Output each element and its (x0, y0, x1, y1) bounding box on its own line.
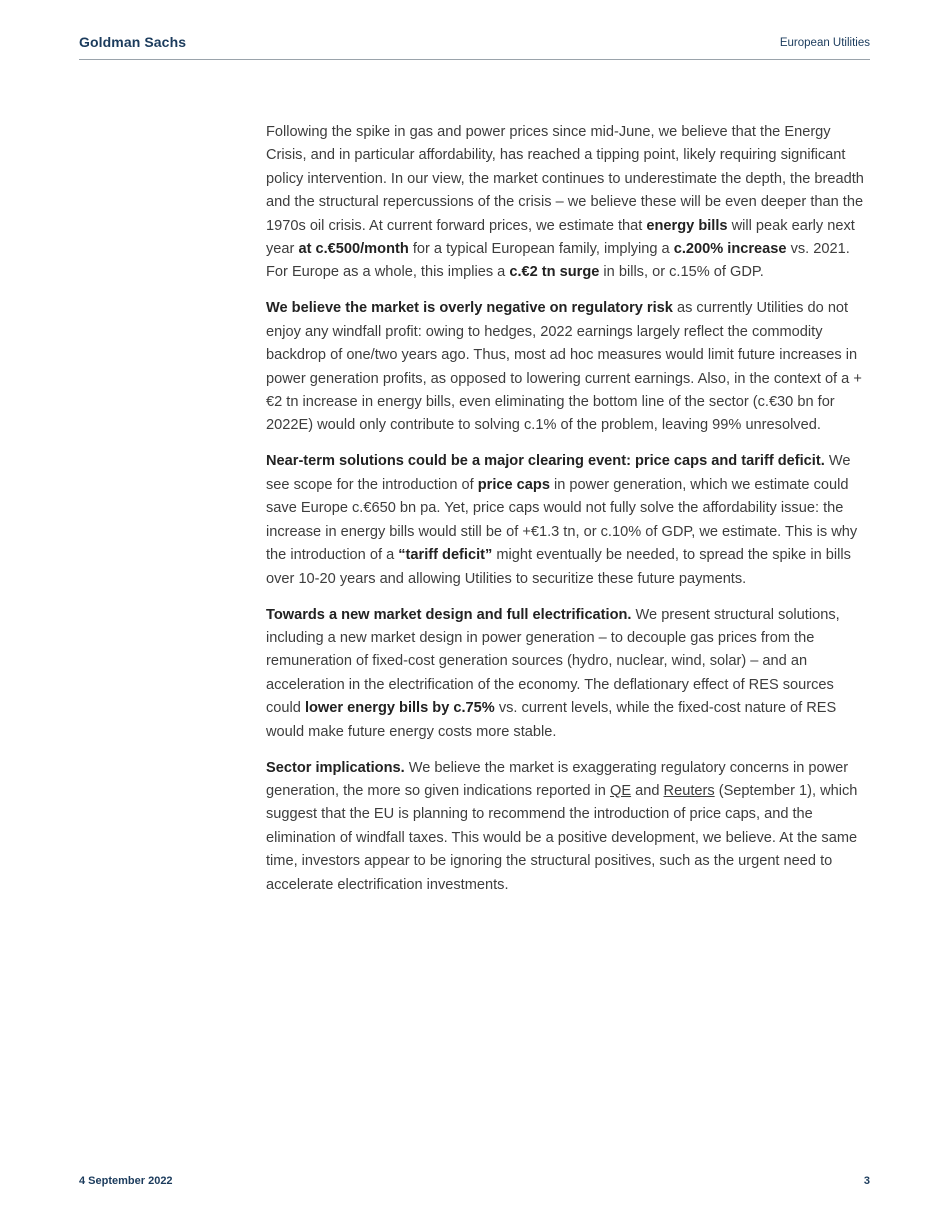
publication-date: 4 September 2022 (79, 1175, 173, 1187)
report-body (266, 121, 872, 910)
paragraph-energy-crisis (266, 121, 872, 285)
bold-phrase: energy bills (646, 217, 728, 234)
bold-phrase: lower energy bills by c.75% (304, 700, 495, 717)
text-run: for a typical European family, implying a (408, 241, 674, 258)
bold-phrase: c.200% increase (673, 241, 787, 258)
bold-phrase: We believe the market is overly negative on regulatory risk (266, 300, 673, 317)
paragraph-regulatory-risk (266, 297, 872, 437)
text-run: We present structural solutions, including a new market design in power generation – to decouple gas prices from the remuneration of fixed-cost generation sources (hydro, nuclear, wind, solar) – and an acceleration in the electrification of the economy. The deflationary effect of RES sources could (266, 606, 840, 717)
text-run: might eventually be needed, to spread the spike in bills over 10-20 years and allowing Utilities to securitize these future payments. (266, 547, 851, 587)
paragraph-market-design (266, 604, 872, 744)
source-link[interactable]: Reuters (663, 782, 715, 799)
text-run: We see scope for the introduction of (266, 453, 851, 493)
text-run: vs. current levels, while the fixed-cost nature of RES would make future energy costs more stable. (266, 700, 837, 740)
text-run: We believe the market is exaggerating regulatory concerns in power generation, the more so given indications reported in (266, 759, 849, 799)
brand-name: Goldman Sachs (79, 34, 187, 50)
bold-phrase: “tariff deficit” (398, 547, 493, 564)
page-number: 3 (863, 1175, 870, 1187)
text-run: as currently Utilities do not enjoy any windfall profit: owing to hedges, 2022 earnings largely reflect the commodity backdrop of one/two years ago. Thus, most ad hoc measures would limit future increases in power generation profits, as opposed to lowering current earnings. Also, in the context of a +€2 tn increase in energy bills, even eliminating the bottom line of the sector (c.€30 bn for 2022E) would only contribute to solving c.1% of the problem, leaving 99% unresolved. (266, 300, 862, 434)
text-run: will peak early next year (266, 217, 855, 258)
paragraph-near-term-solutions (266, 450, 872, 590)
bold-phrase: Near-term solutions could be a major clearing event: price caps and tariff deficit. (266, 453, 825, 470)
paragraph-sector-implications (266, 757, 872, 897)
text-run: in bills, or c.15% of GDP. (599, 264, 764, 281)
bold-phrase: Towards a new market design and full electrification. (266, 606, 632, 623)
text-run: vs. 2021. For Europe as a whole, this implies a (266, 241, 850, 281)
bold-phrase: c.€2 tn surge (509, 264, 600, 281)
bold-phrase: at c.€500/month (298, 241, 409, 258)
bold-phrase: price caps (477, 476, 550, 493)
text-run: in power generation, which we estimate could save Europe c.€650 bn pa. Yet, price caps would not fully solve the affordability issue: the increase in energy bills would still be of +€1.3 tn, or c.10% of GDP, we estimate. This is why the introduction of a (266, 476, 858, 564)
text-run: and (631, 782, 664, 799)
text-run: Following the spike in gas and power prices since mid-June, we believe that the Energy Crisis, and in particular affordability, has reached a tipping point, likely requiring significant policy intervention. In our view, the market continues to underestimate the depth, the breadth and the structural repercussions of the crisis – we believe these will be even deeper than the 1970s oil crisis. At current forward prices, we estimate that (266, 124, 864, 234)
bold-phrase: Sector implications. (266, 759, 405, 776)
source-link[interactable]: QE (609, 782, 632, 799)
page-header (79, 33, 870, 60)
text-run: (September 1), which suggest that the EU is planning to recommend the introduction of price caps, and the elimination of windfall taxes. This would be a positive development, we believe. At the same time, investors appear to be ignoring the structural positives, such as the urgent need to accelerate electrification investments. (266, 782, 858, 893)
report-section-title: European Utilities (779, 37, 870, 49)
